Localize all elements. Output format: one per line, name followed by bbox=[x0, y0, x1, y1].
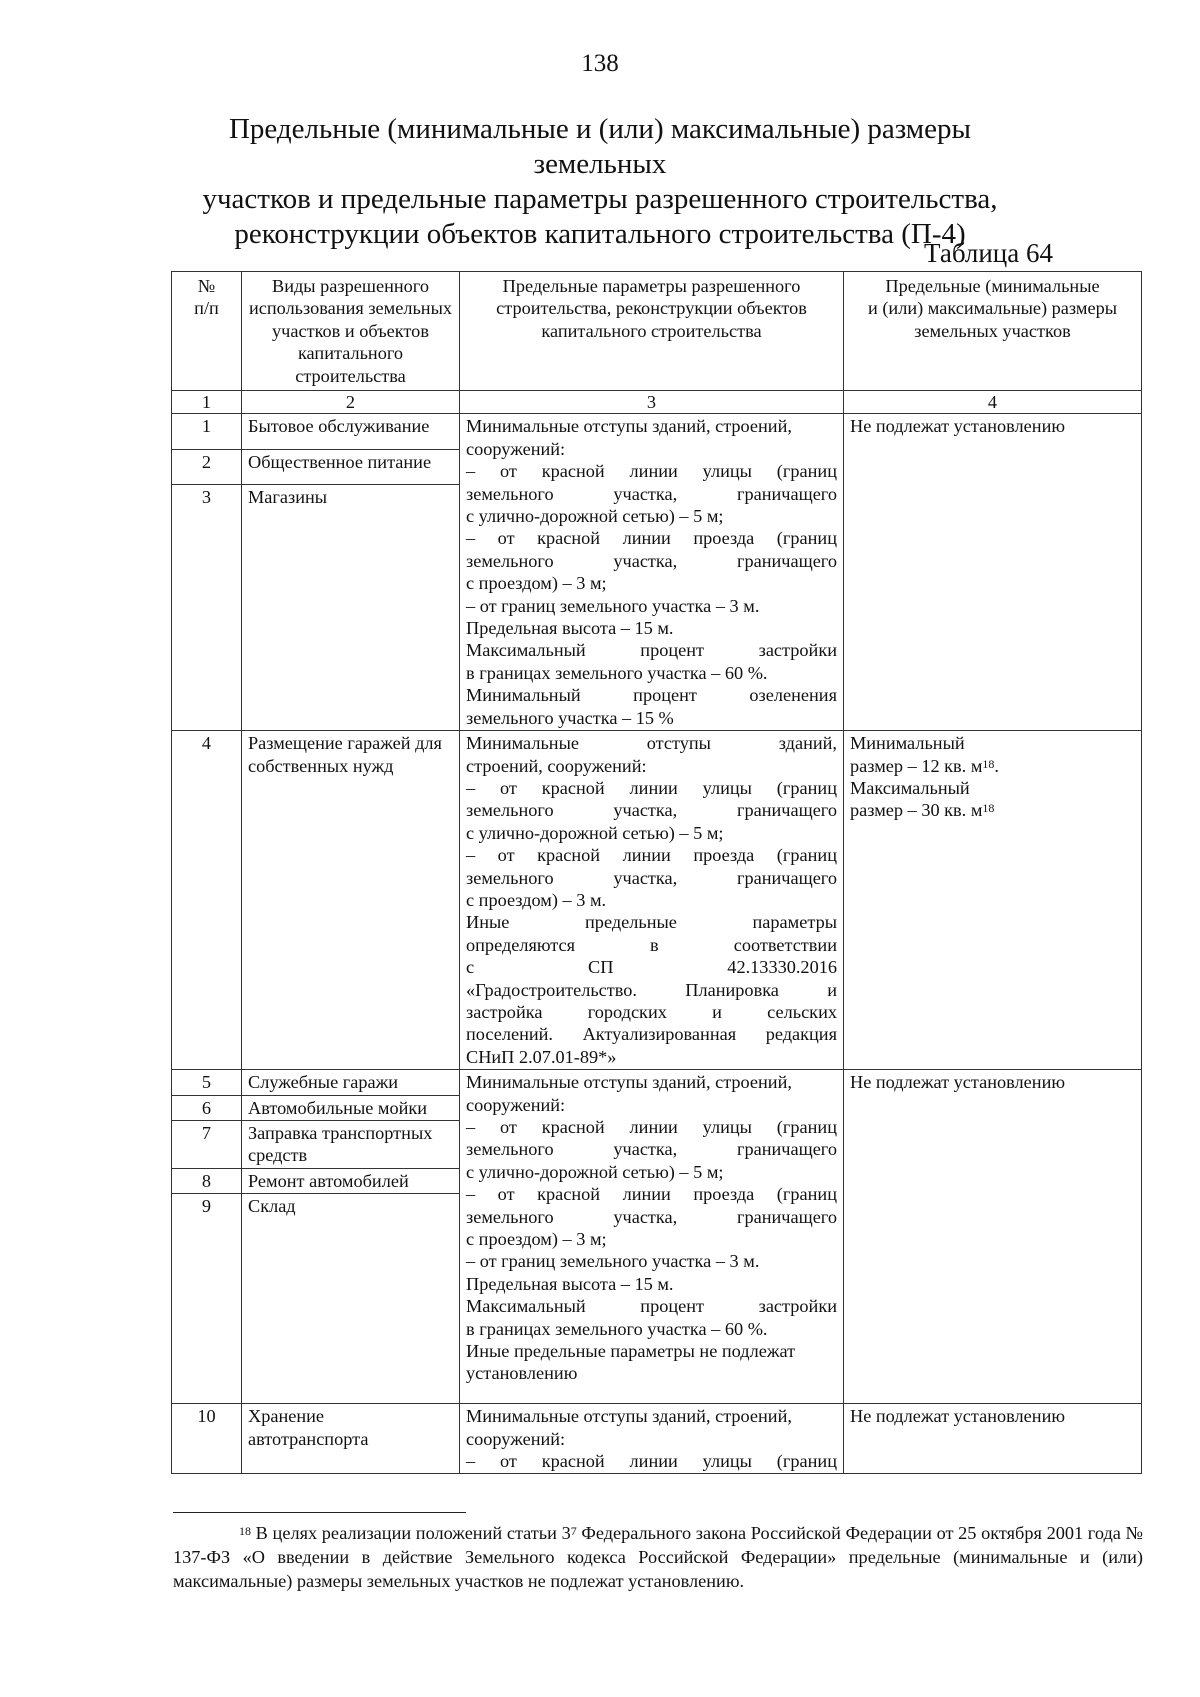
column-number: 2 bbox=[242, 391, 460, 414]
column-number: 4 bbox=[844, 391, 1142, 414]
sizes-cell: Не подлежат установлению bbox=[844, 414, 1142, 731]
row-number: 5 bbox=[172, 1070, 242, 1095]
use-type: Склад bbox=[242, 1194, 460, 1404]
table-row bbox=[172, 1404, 1142, 1474]
params-cell: Минимальные отступы зданий, строений, сооружений: – от красной линии улицы (границ земельного участка, граничащего с улично-дорожной сетью) – 5 м; – от красной линии проезда (границ земельного участка, граничащего с проездом) – 3 м; – от границ земельного участка – 3 м. Предельная высота – 15 м. Максимальный процент застройки в границах земельного участка – 60 %. Минимальный процент озеленения земельного участка – 15 % bbox=[460, 414, 844, 731]
title-line: участков и предельные параметры разрешенного строительства, bbox=[202, 183, 998, 215]
use-type: Хранение автотранспорта bbox=[242, 1404, 460, 1474]
table-row bbox=[172, 414, 1142, 449]
use-type: Ремонт автомобилей bbox=[242, 1168, 460, 1193]
use-type: Заправка транспортных средств bbox=[242, 1121, 460, 1169]
table-label: Таблица 64 bbox=[924, 238, 1053, 268]
title-line: Предельные (минимальные и (или) максимальные) размеры земельных bbox=[228, 113, 972, 180]
params-cell: Минимальные отступы зданий, строений, сооружений: – от красной линии улицы (границ bbox=[460, 1404, 844, 1474]
row-number: 3 bbox=[172, 485, 242, 731]
table-row bbox=[172, 731, 1142, 1070]
title-line: реконструкции объектов капитального строительства (П-4) bbox=[234, 218, 966, 250]
row-number: 6 bbox=[172, 1095, 242, 1120]
use-type: Служебные гаражи bbox=[242, 1070, 460, 1095]
column-number: 1 bbox=[172, 391, 242, 414]
row-number: 2 bbox=[172, 449, 242, 484]
document-title bbox=[160, 112, 1040, 252]
footnote-separator bbox=[173, 1512, 466, 1513]
footnote-marker: 18 bbox=[239, 1524, 251, 1538]
regulations-table bbox=[171, 271, 1142, 1474]
use-type: Размещение гаражей для собственных нужд bbox=[242, 731, 460, 1070]
column-number: 3 bbox=[460, 391, 844, 414]
row-number: 10 bbox=[172, 1404, 242, 1474]
row-number: 8 bbox=[172, 1168, 242, 1193]
params-cell: Минимальные отступы зданий, строений, сооружений: – от красной линии улицы (границ земельного участка, граничащего с улично-дорожной сетью) – 5 м; – от красной линии проезда (границ земельного участка, граничащего с проездом) – 3 м; – от границ земельного участка – 3 м. Предельная высота – 15 м. Максимальный процент застройки в границах земельного участка – 60 %. Иные предельные параметры не подлежат установлению bbox=[460, 1070, 844, 1404]
row-number: 1 bbox=[172, 414, 242, 449]
footnote: $^{18}$ В целях реализации положений статьи $3^7$ Федерального закона Российской Федерации от 25 октября 2001 года № 137-ФЗ «О введении в действие Земельного кодекса Российской Федерации» предельные (минимальные и (или) максимальные) размеры земельных участков не подлежат установлению. bbox=[173, 1523, 1143, 1591]
sizes-cell: Не подлежат установлению bbox=[844, 1070, 1142, 1404]
table-header-row bbox=[172, 272, 1142, 391]
sizes-cell: Минимальный размер – 12 кв. $м^{18}$. Максимальный размер – 30 кв. $м^{18}$ bbox=[844, 731, 1142, 1070]
table-row bbox=[172, 1070, 1142, 1095]
use-type: Автомобильные мойки bbox=[242, 1095, 460, 1120]
page-number: 138 bbox=[581, 50, 619, 77]
sizes-cell: Не подлежат установлению bbox=[844, 1404, 1142, 1474]
use-type: Магазины bbox=[242, 485, 460, 731]
row-number: 4 bbox=[172, 731, 242, 1070]
header-use: Виды разрешенного использования земельных участков и объектов капитального строительства bbox=[242, 272, 460, 391]
params-cell: Минимальные отступы зданий, строений, сооружений: – от красной линии улицы (границ земельного участка, граничащего с улично-дорожной сетью) – 5 м; – от красной линии проезда (границ земельного участка, граничащего с проездом) – 3 м. Иные предельные параметры определяются в соответствии с СП 42.13330.2016 «Градостроительство. Планировка и застройка городских и сельских поселений. Актуализированная редакция СНиП 2.07.01-89*» bbox=[460, 731, 844, 1070]
row-number: 7 bbox=[172, 1121, 242, 1169]
header-params: Предельные параметры разрешенного строительства, реконструкции объектов капитального строительства bbox=[460, 272, 844, 391]
row-number: 9 bbox=[172, 1194, 242, 1404]
use-type: Общественное питание bbox=[242, 449, 460, 484]
header-sizes: Предельные (минимальные и (или) максимальные) размеры земельных участков bbox=[844, 272, 1142, 391]
column-number-row bbox=[172, 391, 1142, 414]
header-num: № п/п bbox=[172, 272, 242, 391]
use-type: Бытовое обслуживание bbox=[242, 414, 460, 449]
